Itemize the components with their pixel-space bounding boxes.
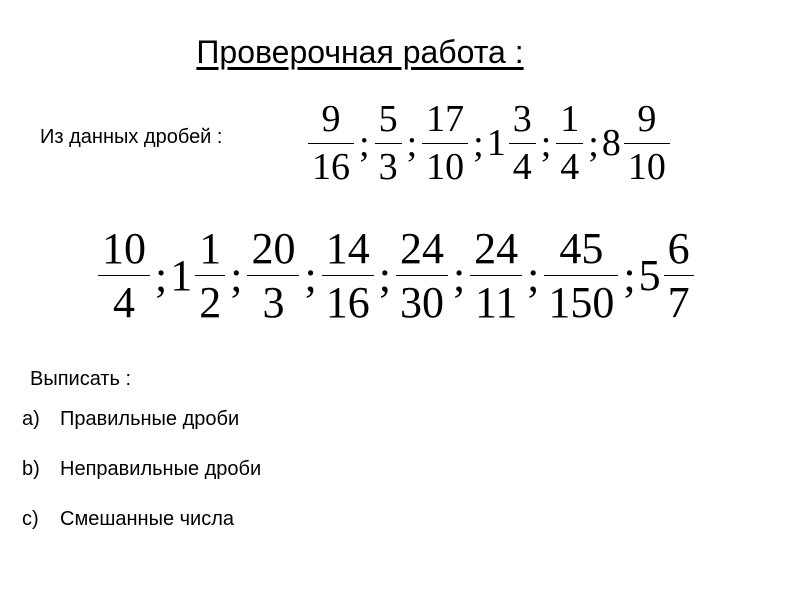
fraction-denominator: 3 bbox=[378, 145, 398, 188]
fraction-body bbox=[373, 98, 404, 188]
fraction-numerator: 20 bbox=[251, 224, 296, 273]
fraction-body bbox=[554, 98, 585, 188]
fraction-numerator: 24 bbox=[474, 224, 519, 273]
fraction-numerator: 5 bbox=[378, 98, 398, 140]
fraction-bar bbox=[322, 275, 374, 276]
fraction-denominator: 7 bbox=[667, 278, 690, 328]
fraction bbox=[487, 98, 538, 188]
fraction bbox=[373, 98, 404, 188]
fraction-body bbox=[507, 98, 538, 188]
fraction-body bbox=[420, 98, 470, 188]
fraction-denominator: 16 bbox=[325, 278, 370, 328]
task-list bbox=[22, 408, 261, 558]
fraction-bar bbox=[247, 275, 299, 276]
fraction-denominator: 4 bbox=[560, 145, 580, 188]
fraction-bar bbox=[556, 143, 583, 144]
fraction-body bbox=[245, 224, 301, 328]
fraction-numerator: 3 bbox=[512, 98, 532, 140]
fraction-separator: ; bbox=[623, 252, 636, 302]
page-title: Проверочная работа : bbox=[196, 34, 524, 70]
fraction-separator: ; bbox=[588, 122, 599, 165]
fraction bbox=[306, 98, 356, 188]
fraction-separator: ; bbox=[359, 122, 370, 165]
fraction bbox=[554, 98, 585, 188]
task-item bbox=[22, 508, 261, 558]
fraction-body bbox=[622, 98, 672, 188]
fraction-denominator: 10 bbox=[426, 145, 465, 188]
fraction-numerator: 24 bbox=[399, 224, 444, 273]
fraction bbox=[96, 224, 152, 328]
fraction bbox=[639, 224, 696, 328]
fraction-numerator: 17 bbox=[426, 98, 465, 140]
fraction-bar bbox=[308, 143, 354, 144]
fraction bbox=[170, 224, 227, 328]
fraction-bar bbox=[375, 143, 402, 144]
fraction-denominator: 4 bbox=[512, 145, 532, 188]
fraction bbox=[320, 224, 376, 328]
fraction-separator: ; bbox=[230, 252, 243, 302]
intro-text: Из данных дробей : bbox=[40, 126, 223, 148]
fraction bbox=[542, 224, 620, 328]
fraction-bar bbox=[664, 275, 694, 276]
fraction-bar bbox=[509, 143, 536, 144]
fraction-separator: ; bbox=[304, 252, 317, 302]
fraction-numerator: 14 bbox=[325, 224, 370, 273]
fraction-bar bbox=[544, 275, 618, 276]
task-item-marker: c) bbox=[22, 508, 39, 530]
fraction-separator: ; bbox=[527, 252, 540, 302]
fraction-whole: 8 bbox=[601, 122, 621, 165]
fraction-separator: ; bbox=[452, 252, 466, 302]
fractions-row-2 bbox=[96, 224, 696, 328]
fraction-numerator: 10 bbox=[102, 224, 146, 273]
fraction-denominator: 4 bbox=[113, 278, 135, 328]
task-item bbox=[22, 408, 261, 458]
fraction-numerator: 9 bbox=[321, 98, 341, 140]
fraction bbox=[245, 224, 301, 328]
fraction-whole: 1 bbox=[170, 251, 193, 301]
fraction-bar bbox=[396, 275, 448, 276]
fraction-separator: ; bbox=[540, 122, 552, 165]
task-label: Выписать : bbox=[30, 368, 132, 390]
fractions-row-1 bbox=[306, 98, 672, 188]
task-item bbox=[22, 458, 261, 508]
fraction bbox=[468, 224, 524, 328]
fraction-denominator: 11 bbox=[474, 278, 518, 328]
fraction bbox=[420, 98, 470, 188]
fraction-bar bbox=[195, 275, 225, 276]
fraction-body bbox=[320, 224, 376, 328]
fraction-denominator: 16 bbox=[312, 145, 350, 188]
task-item-marker: a) bbox=[22, 408, 40, 430]
task-item-marker: b) bbox=[22, 458, 40, 480]
fraction bbox=[602, 98, 672, 188]
fraction-bar bbox=[422, 143, 468, 144]
fraction bbox=[394, 224, 450, 328]
fraction-denominator: 10 bbox=[627, 145, 666, 188]
fraction-separator: ; bbox=[155, 252, 168, 302]
fraction-denominator: 150 bbox=[548, 278, 615, 328]
fraction-bar bbox=[470, 275, 522, 276]
fraction-numerator: 6 bbox=[667, 224, 690, 273]
task-item-text: Неправильные дроби bbox=[60, 458, 262, 480]
fraction-denominator: 30 bbox=[399, 278, 444, 328]
fraction-body bbox=[394, 224, 450, 328]
fraction-numerator: 1 bbox=[199, 224, 222, 273]
fraction-separator: ; bbox=[406, 122, 418, 165]
fraction-separator: ; bbox=[378, 252, 391, 302]
task-item-text: Смешанные числа bbox=[60, 508, 235, 530]
fraction-whole: 5 bbox=[638, 251, 661, 301]
fraction-bar bbox=[624, 143, 670, 144]
task-item-text: Правильные дроби bbox=[60, 408, 240, 430]
fraction-numerator: 9 bbox=[637, 98, 657, 140]
fraction-body bbox=[306, 98, 356, 188]
fraction-whole: 1 bbox=[486, 122, 506, 165]
fraction-body bbox=[96, 224, 152, 328]
fraction-denominator: 3 bbox=[262, 278, 285, 328]
fraction-bar bbox=[98, 275, 150, 276]
fraction-body bbox=[468, 224, 524, 328]
fraction-denominator: 2 bbox=[199, 278, 222, 328]
fraction-numerator: 45 bbox=[559, 224, 604, 273]
fraction-separator: ; bbox=[473, 122, 484, 165]
fraction-body bbox=[193, 224, 227, 328]
fraction-body bbox=[662, 224, 696, 328]
fraction-numerator: 1 bbox=[560, 98, 580, 140]
fraction-body bbox=[542, 224, 620, 328]
